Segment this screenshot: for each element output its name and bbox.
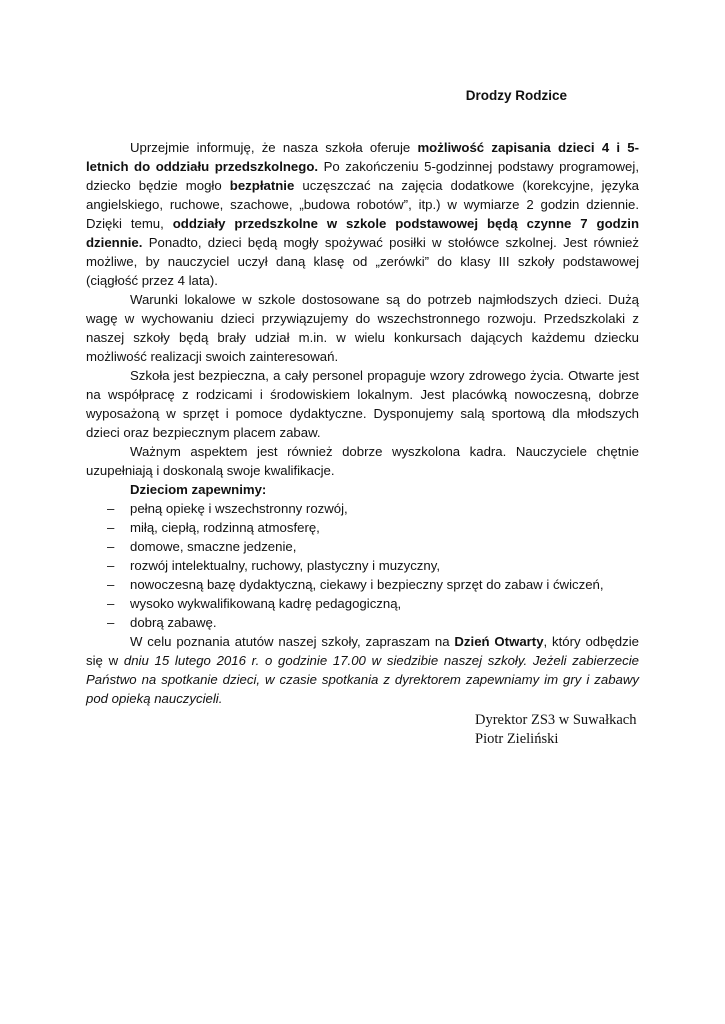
dash-bullet: – <box>107 577 115 592</box>
dash-bullet: – <box>107 501 115 516</box>
paragraph-text: Po zakończeniu 5-godzinnej podstawy programowej, dziecko będzie mogło <box>86 159 639 193</box>
list-item <box>86 594 639 613</box>
list-item-text: pełną opiekę i wszechstronny rozwój, <box>130 501 348 516</box>
dash-bullet: – <box>107 615 115 630</box>
list-item <box>86 499 639 518</box>
list-item <box>86 613 639 632</box>
dash-bullet: – <box>107 596 115 611</box>
list-item-text: dobrą zabawę. <box>130 615 217 630</box>
list-item <box>86 518 639 537</box>
list-item <box>86 556 639 575</box>
list-heading: Dzieciom zapewnimy: <box>130 482 267 497</box>
letter-body <box>86 138 639 708</box>
paragraph-facilities: Warunki lokalowe w szkole dostosowane są do potrzeb najmłodszych dzieci. Dużą wagę w wychowaniu dzieci przywiązujemy do wszechstronnego rozwoju. Przedszkolaki z naszej szkoły będą brały udział m.in. w wielu konkursach dających każdemu dziecku możliwość realizacji swoich zainteresowań. <box>86 292 639 364</box>
benefits-list <box>86 499 639 632</box>
list-item-text: miłą, ciepłą, rodzinną atmosferę, <box>130 520 320 535</box>
paragraph-open-day <box>86 632 639 708</box>
emphasis-open-day: Dzień Otwarty <box>454 634 544 649</box>
list-item <box>86 575 639 594</box>
paragraph-safety: Szkoła jest bezpieczna, a cały personel propaguje wzory zdrowego życia. Otwarte jest na współpracę z rodzicami i środowiskiem lokalnym. Jest placówką nowoczesną, dobrze wyposażoną w sprzęt i pomoce dydaktyczne. Dysponujemy salą sportową dla młodszych dzieci oraz bezpiecznym placem zabaw. <box>86 368 639 440</box>
open-day-details: dniu 15 lutego 2016 r. o godzinie 17.00 w siedzibie naszej szkoły. Jeżeli zabierzecie Państwo na spotkanie dzieci, w czasie spotkania z dyrektorem zapewniamy im gry i zabawy pod opieką nauczycieli. <box>86 653 639 706</box>
list-item-text: domowe, smaczne jedzenie, <box>130 539 297 554</box>
emphasis-hours: oddziały przedszkolne w szkole podstawowej będą czynne 7 godzin dziennie. <box>86 216 639 250</box>
signature-title: Dyrektor ZS3 w Suwałkach <box>475 712 637 728</box>
paragraph-text: Uprzejmie informuję, że nasza szkoła oferuje <box>130 140 418 155</box>
paragraph-text: uczęszczać na zajęcia dodatkowe (korekcyjne, języka angielskiego, ruchowe, szachowe, „budowa robotów”, itp.) w wymiarze 2 godzin dziennie. Dzięki temu, <box>86 178 640 231</box>
dash-bullet: – <box>107 558 115 573</box>
signature-block <box>475 711 636 749</box>
list-item <box>86 537 639 556</box>
paragraph-staff: Ważnym aspektem jest również dobrze wyszkolona kadra. Nauczyciele chętnie uzupełniają i doskonalą swoje kwalifikacje. <box>86 444 639 478</box>
emphasis-enrollment: możliwość zapisania dzieci 4 i 5-letnich do oddziału przedszkolnego. <box>86 140 639 174</box>
paragraph-text: Ponadto, dzieci będą mogły spożywać posiłki w stołówce szkolnej. Jest również możliwe, by nauczyciel uczył daną klasę od „zerówki” do klasy III szkoły podstawowej (ciągłość przez 4 lata). <box>86 235 639 288</box>
paragraph-text: , który odbędzie się w <box>86 634 639 668</box>
list-item-text: rozwój intelektualny, ruchowy, plastyczny i muzyczny, <box>130 558 441 573</box>
letter-greeting: Drodzy Rodzice <box>465 88 567 103</box>
paragraph-text: W celu poznania atutów naszej szkoły, zapraszam na <box>130 634 455 649</box>
dash-bullet: – <box>107 520 115 535</box>
signature-name: Piotr Zieliński <box>475 731 559 747</box>
paragraph-enrollment <box>86 138 639 290</box>
list-item-text: wysoko wykwalifikowaną kadrę pedagogiczną, <box>130 596 402 611</box>
emphasis-free: bezpłatnie <box>229 178 295 193</box>
dash-bullet: – <box>107 539 115 554</box>
list-item-text: nowoczesną bazę dydaktyczną, ciekawy i bezpieczny sprzęt do zabaw i ćwiczeń, <box>130 577 604 592</box>
